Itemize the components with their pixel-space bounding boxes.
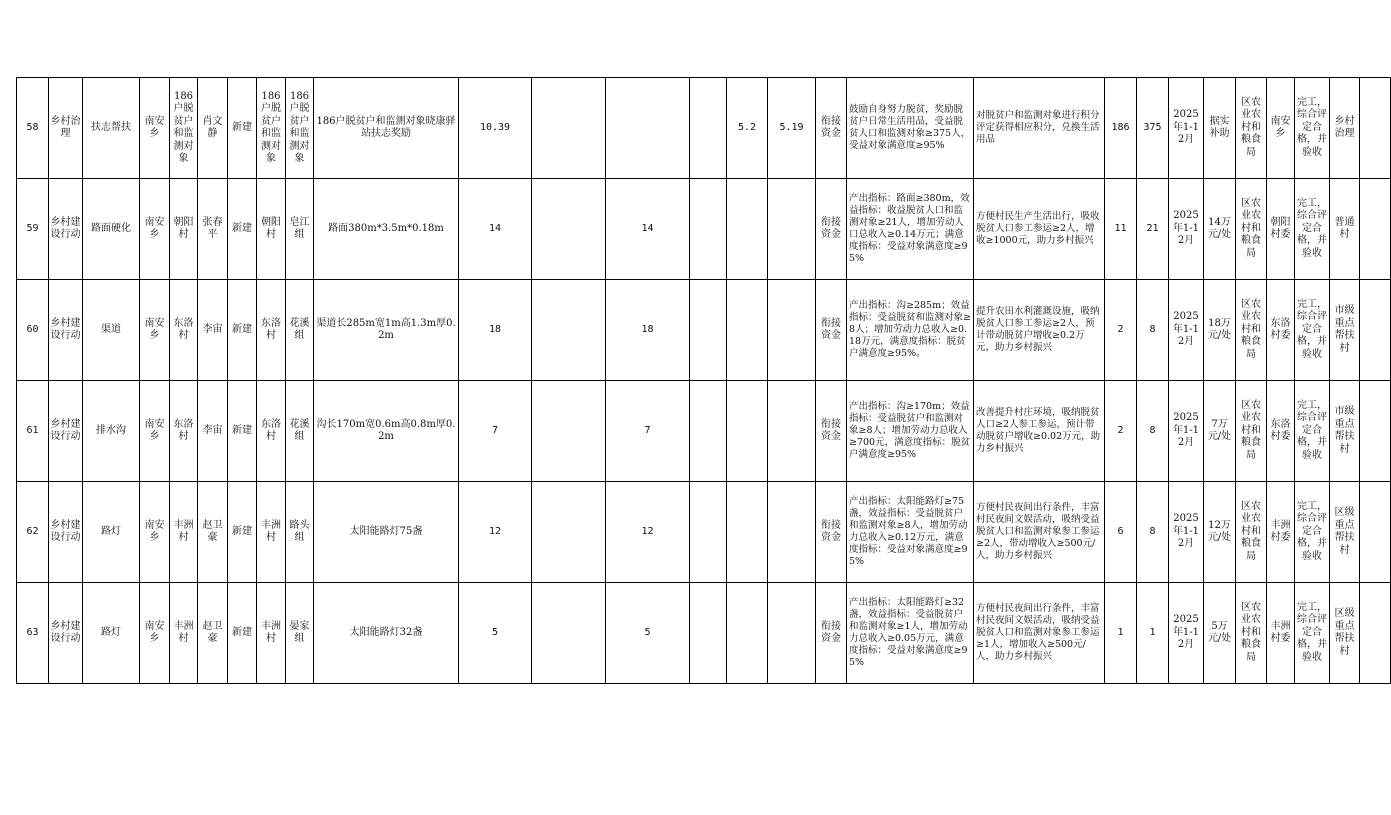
fund-column-1: [532, 381, 606, 482]
table-row: [17, 179, 1391, 280]
benefit-mechanism: 提升农田水利灌溉设施，吸纳脱贫人口参工参运≥2人，预计带动脱贫户增收≥0.2万元，助力乡村振兴: [974, 280, 1105, 381]
acceptance-criteria: 完工，综合评定合格，并验收: [1295, 179, 1330, 280]
project-table: [16, 77, 1391, 684]
project-category: 乡村建设行动: [49, 280, 83, 381]
village: 186户脱贫户和监测对象: [170, 78, 198, 179]
fund-column-3: [690, 482, 727, 583]
fund-column-1: [532, 280, 606, 381]
construction-nature: 新建: [228, 381, 257, 482]
construction-content: 太阳能路灯32盏: [314, 583, 459, 684]
project-category: 乡村建设行动: [49, 179, 83, 280]
performance-goal: 产出指标：太阳能路灯≥75盏，效益指标：受益脱贫户和监测对象≥8人，增加劳动力总收入≥0.12万元，满意度指标：受益对象满意度≥95%: [847, 482, 974, 583]
location-group: 186户脱贫户和监测对象: [286, 78, 314, 179]
location-village: 东洛村: [257, 280, 286, 381]
supervising-department: 区农业农村和粮食局: [1236, 381, 1267, 482]
construction-content: 沟长170m宽0.6m高0.8m厚0.2m: [314, 381, 459, 482]
total-funds: 7: [459, 381, 532, 482]
village: 丰洲村: [170, 583, 198, 684]
benefit-mechanism: 方便村民生产生活出行，吸收脱贫人口参工参运≥2人，增收≥1000元，助力乡村振兴: [974, 179, 1105, 280]
beneficiary-households: 6: [1105, 482, 1137, 583]
construction-nature: 新建: [228, 280, 257, 381]
village: 丰洲村: [170, 482, 198, 583]
responsible-person: 赵卫豪: [198, 482, 228, 583]
benefit-mechanism: 方便村民夜间出行条件，丰富村民夜间文娱活动，吸纳受益脱贫人口和监测对象参工参运≥1人，增加收入≥500元/人，助力乡村振兴: [974, 583, 1105, 684]
construction-content: 186户脱贫户和监测对象晓康驿站扶志奖励: [314, 78, 459, 179]
performance-goal: 产出指标：路面≥380m，效益指标：收益脱贫人口和监测对象≥21人，增加劳动人口总收入≥0.14万元；满意度指标：受益对象满意度≥95%: [847, 179, 974, 280]
village: 东洛村: [170, 381, 198, 482]
total-funds: 10.39: [459, 78, 532, 179]
fund-column-4: [727, 583, 768, 684]
remark: 区级重点帮扶村: [1330, 482, 1360, 583]
project-category: 乡村治理: [49, 78, 83, 179]
town: 南安乡: [140, 482, 170, 583]
implementing-unit: 南安乡: [1267, 78, 1295, 179]
table-row: [17, 482, 1391, 583]
fund-column-2: 18: [606, 280, 690, 381]
responsible-person: 张春平: [198, 179, 228, 280]
implementing-unit: 丰洲村委: [1267, 482, 1295, 583]
project-name: 渠道: [83, 280, 140, 381]
table-row: [17, 78, 1391, 179]
responsible-person: 赵卫豪: [198, 583, 228, 684]
construction-nature: 新建: [228, 482, 257, 583]
construction-nature: 新建: [228, 78, 257, 179]
supervising-department: 区农业农村和粮食局: [1236, 78, 1267, 179]
row-number: 61: [17, 381, 49, 482]
project-category: 乡村建设行动: [49, 381, 83, 482]
beneficiary-people: 8: [1137, 280, 1169, 381]
implementing-unit: 东洛村委: [1267, 280, 1295, 381]
fund-column-5: [768, 179, 816, 280]
subsidy-standard: 18万元/处: [1204, 280, 1236, 381]
implementing-unit: 朝阳村委: [1267, 179, 1295, 280]
fund-type: 衔接资金: [816, 280, 847, 381]
town: 南安乡: [140, 280, 170, 381]
performance-goal: 产出指标：沟≥285m；效益指标：受益脱贫和监测对象≥8人；增加劳动力总收入≥0.18万元，满意度指标：脱贫户满意度≥95%。: [847, 280, 974, 381]
fund-column-4: 5.2: [727, 78, 768, 179]
village: 东洛村: [170, 280, 198, 381]
fund-column-3: [690, 179, 727, 280]
fund-column-5: [768, 583, 816, 684]
supervising-department: 区农业农村和粮食局: [1236, 482, 1267, 583]
responsible-person: 肖文静: [198, 78, 228, 179]
location-group: 路头组: [286, 482, 314, 583]
project-name: 路灯: [83, 482, 140, 583]
implementation-period: 2025年1-12月: [1169, 78, 1204, 179]
row-number: 60: [17, 280, 49, 381]
benefit-mechanism: 改善提升村庄环境，吸纳脱贫人口≥2人参工参运，预计带动脱贫户增收≥0.02万元，助力乡村振兴: [974, 381, 1105, 482]
location-village: 丰洲村: [257, 583, 286, 684]
blank-cell: [1360, 583, 1391, 684]
fund-column-4: [727, 179, 768, 280]
location-group: 花溪组: [286, 381, 314, 482]
implementation-period: 2025年1-12月: [1169, 179, 1204, 280]
fund-column-3: [690, 381, 727, 482]
fund-column-3: [690, 78, 727, 179]
remark: 市级重点帮扶村: [1330, 280, 1360, 381]
implementation-period: 2025年1-12月: [1169, 583, 1204, 684]
fund-column-3: [690, 280, 727, 381]
benefit-mechanism: 方便村民夜间出行条件，丰富村民夜间文娱活动，吸纳受益脱贫人口和监测对象参工参运≥2人，带动增收入≥500元/人，助力乡村振兴: [974, 482, 1105, 583]
row-number: 63: [17, 583, 49, 684]
performance-goal: 产出指标：沟≥170m；效益指标：受益脱贫户和监测对象≥8人；增加劳动力总收入≥700元，满意度指标：脱贫户满意度≥95%: [847, 381, 974, 482]
acceptance-criteria: 完工，综合评定合格，并验收: [1295, 583, 1330, 684]
town: 南安乡: [140, 381, 170, 482]
fund-column-2: [606, 78, 690, 179]
fund-column-4: [727, 482, 768, 583]
beneficiary-people: 21: [1137, 179, 1169, 280]
construction-content: 渠道长285m宽1m高1.3m厚0.2m: [314, 280, 459, 381]
row-number: 58: [17, 78, 49, 179]
subsidy-standard: 5万元/处: [1204, 583, 1236, 684]
beneficiary-people: 375: [1137, 78, 1169, 179]
beneficiary-households: 2: [1105, 280, 1137, 381]
fund-type: 衔接资金: [816, 179, 847, 280]
project-category: 乡村建设行动: [49, 482, 83, 583]
row-number: 59: [17, 179, 49, 280]
table-row: [17, 583, 1391, 684]
total-funds: 5: [459, 583, 532, 684]
fund-column-1: [532, 78, 606, 179]
blank-cell: [1360, 280, 1391, 381]
fund-column-1: [532, 179, 606, 280]
supervising-department: 区农业农村和粮食局: [1236, 583, 1267, 684]
town: 南安乡: [140, 583, 170, 684]
project-name: 路灯: [83, 583, 140, 684]
beneficiary-households: 11: [1105, 179, 1137, 280]
fund-column-5: [768, 381, 816, 482]
subsidy-standard: 12万元/处: [1204, 482, 1236, 583]
acceptance-criteria: 完工，综合评定合格，并验收: [1295, 482, 1330, 583]
beneficiary-people: 8: [1137, 381, 1169, 482]
town: 南安乡: [140, 179, 170, 280]
implementation-period: 2025年1-12月: [1169, 482, 1204, 583]
table-row: [17, 280, 1391, 381]
village: 朝阳村: [170, 179, 198, 280]
fund-column-1: [532, 482, 606, 583]
fund-column-2: 7: [606, 381, 690, 482]
fund-column-2: 14: [606, 179, 690, 280]
fund-type: 衔接资金: [816, 381, 847, 482]
fund-type: 衔接资金: [816, 482, 847, 583]
location-village: 186户脱贫户和监测对象: [257, 78, 286, 179]
fund-column-5: 5.19: [768, 78, 816, 179]
supervising-department: 区农业农村和粮食局: [1236, 179, 1267, 280]
table-row: [17, 381, 1391, 482]
remark: 普通村: [1330, 179, 1360, 280]
construction-content: 路面380m*3.5m*0.18m: [314, 179, 459, 280]
implementation-period: 2025年1-12月: [1169, 280, 1204, 381]
fund-type: 衔接资金: [816, 583, 847, 684]
construction-content: 太阳能路灯75盏: [314, 482, 459, 583]
supervising-department: 区农业农村和粮食局: [1236, 280, 1267, 381]
subsidy-standard: 7万元/处: [1204, 381, 1236, 482]
responsible-person: 李宙: [198, 280, 228, 381]
implementing-unit: 东洛村委: [1267, 381, 1295, 482]
acceptance-criteria: 完工，综合评定合格，并验收: [1295, 280, 1330, 381]
location-group: 皂江组: [286, 179, 314, 280]
benefit-mechanism: 对脱贫户和监测对象进行积分评定获得相应积分，兑换生活用品: [974, 78, 1105, 179]
implementing-unit: 丰洲村委: [1267, 583, 1295, 684]
fund-column-1: [532, 583, 606, 684]
remark: 市级重点帮扶村: [1330, 381, 1360, 482]
fund-column-4: [727, 280, 768, 381]
project-name: 路面硬化: [83, 179, 140, 280]
town: 南安乡: [140, 78, 170, 179]
fund-column-3: [690, 583, 727, 684]
project-name: 扶志帮扶: [83, 78, 140, 179]
fund-column-4: [727, 381, 768, 482]
project-category: 乡村建设行动: [49, 583, 83, 684]
total-funds: 12: [459, 482, 532, 583]
construction-nature: 新建: [228, 583, 257, 684]
fund-column-2: 5: [606, 583, 690, 684]
location-group: 晏家组: [286, 583, 314, 684]
construction-nature: 新建: [228, 179, 257, 280]
location-village: 朝阳村: [257, 179, 286, 280]
location-village: 丰洲村: [257, 482, 286, 583]
blank-cell: [1360, 78, 1391, 179]
performance-goal: 产出指标：太阳能路灯≥32盏，效益指标：受益脱贫户和监测对象≥1人，增加劳动力总收入≥0.05万元，满意度指标：受益对象满意度≥95%: [847, 583, 974, 684]
row-number: 62: [17, 482, 49, 583]
location-group: 花溪组: [286, 280, 314, 381]
blank-cell: [1360, 381, 1391, 482]
acceptance-criteria: 完工，综合评定合格，并验收: [1295, 78, 1330, 179]
responsible-person: 李宙: [198, 381, 228, 482]
blank-cell: [1360, 179, 1391, 280]
fund-type: 衔接资金: [816, 78, 847, 179]
project-name: 排水沟: [83, 381, 140, 482]
implementation-period: 2025年1-12月: [1169, 381, 1204, 482]
remark: 区级重点帮扶村: [1330, 583, 1360, 684]
fund-column-2: 12: [606, 482, 690, 583]
beneficiary-households: 186: [1105, 78, 1137, 179]
fund-column-5: [768, 280, 816, 381]
beneficiary-people: 8: [1137, 482, 1169, 583]
beneficiary-households: 1: [1105, 583, 1137, 684]
total-funds: 14: [459, 179, 532, 280]
blank-cell: [1360, 482, 1391, 583]
subsidy-standard: 14万元/处: [1204, 179, 1236, 280]
fund-column-5: [768, 482, 816, 583]
beneficiary-people: 1: [1137, 583, 1169, 684]
subsidy-standard: 据实补助: [1204, 78, 1236, 179]
total-funds: 18: [459, 280, 532, 381]
remark: 乡村治理: [1330, 78, 1360, 179]
beneficiary-households: 2: [1105, 381, 1137, 482]
acceptance-criteria: 完工，综合评定合格，并验收: [1295, 381, 1330, 482]
performance-goal: 鼓励自身努力脱贫，奖励脱贫户日常生活用品，受益脱贫人口和监测对象≥375人，受益对象满意度≥95%: [847, 78, 974, 179]
location-village: 东洛村: [257, 381, 286, 482]
